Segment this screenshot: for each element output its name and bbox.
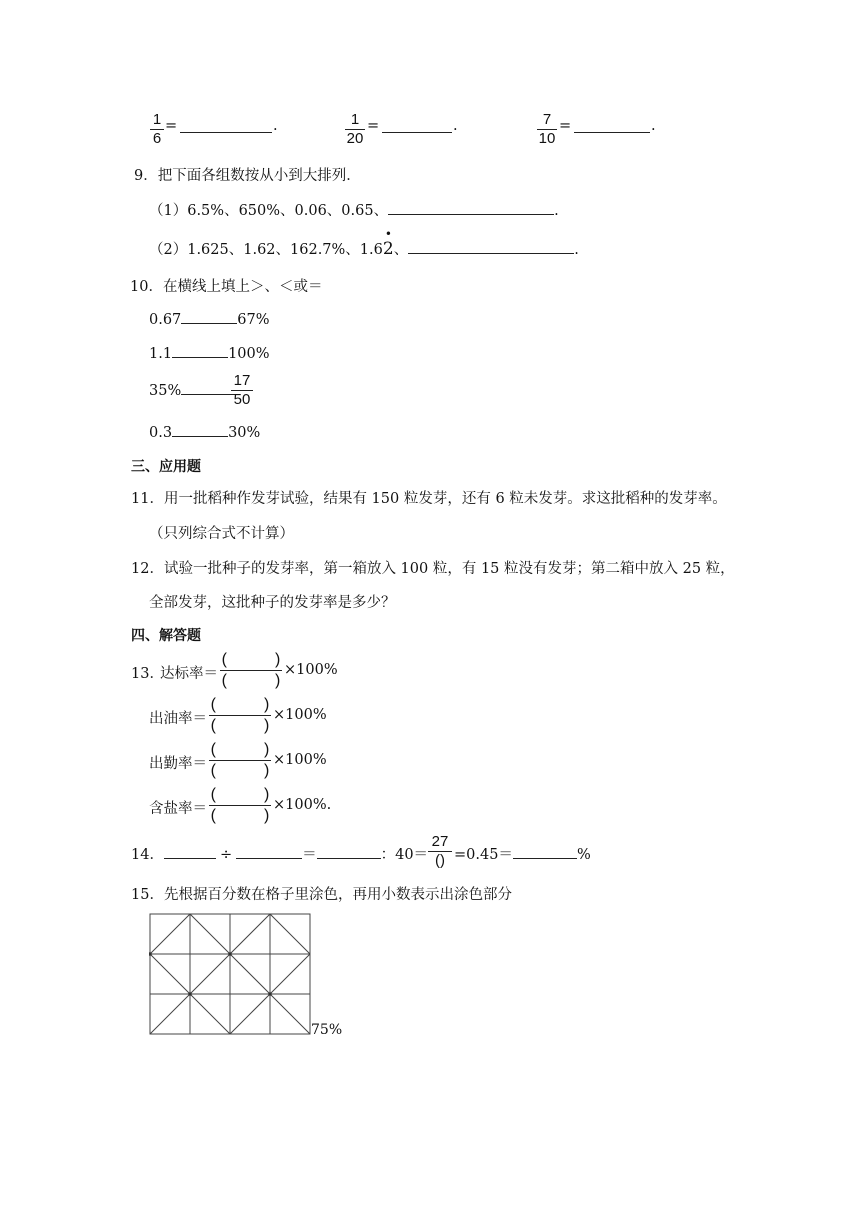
answer-blank[interactable] — [181, 381, 237, 395]
fraction-1-20: 1 20 — [346, 111, 364, 148]
diagonal-line — [270, 994, 310, 1034]
q10-item-2: 1.1 100% — [149, 346, 270, 362]
diagonal-line — [150, 994, 190, 1034]
diagonal-line — [230, 914, 270, 954]
diagonal-line — [190, 954, 230, 994]
shading-grid[interactable] — [149, 913, 311, 1035]
answer-blank[interactable] — [236, 845, 302, 859]
rate-suffix-2: ×100% — [273, 707, 327, 723]
grid-dot — [188, 992, 192, 996]
rate-suffix-3: ×100% — [273, 752, 327, 768]
answer-blank[interactable] — [574, 119, 650, 133]
q11-line1: 11．用一批稻种作发芽试验，结果有 150 粒发芽，还有 6 粒未发芽。求这批稻种的发芽率。 — [131, 491, 727, 507]
q12-line1: 12．试验一批种子的发芽率，第一箱放入 100 粒，有 15 粒没有发芽；第二箱中放入 25 粒， — [131, 561, 735, 577]
rate-suffix-1: ×100% — [284, 662, 338, 678]
fraction-7-10: 7 10 — [538, 111, 556, 148]
diagonal-line — [230, 954, 270, 994]
answer-blank[interactable] — [164, 845, 216, 859]
q14-line-a: 14． ÷ ＝ ：40＝ — [131, 847, 429, 863]
q11-line2: （只列综合式不计算） — [149, 526, 294, 542]
rate-label-1: 达标率＝ — [160, 666, 218, 682]
grid-dot — [228, 952, 232, 956]
section-3-heading: 三、应用题 — [131, 459, 201, 475]
diagonal-line — [230, 994, 270, 1034]
diagonal-line — [150, 954, 190, 994]
rate-label-2: 出油率＝ — [149, 711, 207, 727]
answer-blank[interactable] — [317, 845, 381, 859]
answer-blank[interactable] — [181, 310, 237, 324]
answer-blank[interactable] — [408, 240, 574, 254]
q10-item-1: 0.67 67% — [149, 312, 270, 328]
rate-label-4: 含盐率＝ — [149, 801, 207, 817]
paren-fraction[interactable]: ( ) ( ) — [210, 741, 270, 780]
answer-blank[interactable] — [382, 119, 452, 133]
fraction-1-6: 1 6 — [150, 112, 164, 147]
diagonal-line — [190, 914, 230, 954]
answer-blank[interactable] — [172, 344, 228, 358]
q15-title: 15．先根据百分数在格子里涂色，再用小数表示出涂色部分 — [131, 887, 512, 903]
q10-title: 10．在横线上填上＞、＜或＝ — [130, 279, 323, 295]
repeating-digit: • 2 — [382, 227, 394, 259]
q12-line2: 全部发芽，这批种子的发芽率是多少？ — [149, 595, 396, 611]
equals-sign: = — [559, 118, 572, 134]
paren-fraction[interactable]: ( ) ( ) — [210, 786, 270, 825]
rate-suffix-4: ×100%. — [273, 797, 332, 813]
q10-item-4: 0.3 30% — [149, 425, 261, 441]
q9-line1: （1）6.5%、650%、0.06、0.65、 . — [149, 203, 559, 219]
paren-fraction[interactable]: ( ) ( ) — [210, 696, 270, 735]
q14-line-b: =0.45＝ % — [454, 847, 591, 863]
section-4-heading: 四、解答题 — [131, 628, 201, 644]
fraction-27: 27 () — [428, 834, 452, 869]
diagonal-line — [270, 954, 310, 994]
equals-sign: = — [367, 118, 380, 134]
percent-label: 75% — [311, 1022, 343, 1038]
period: . — [273, 118, 278, 134]
q9-line2: （2）1.625、1.62、162.7%、1.6 • 2、 . — [149, 227, 579, 259]
period: . — [453, 118, 458, 134]
q13-number: 13． — [131, 666, 164, 682]
q10-item-3: 35% — [149, 381, 237, 399]
period: . — [651, 118, 656, 134]
rate-label-3: 出勤率＝ — [149, 756, 207, 772]
paren-fraction[interactable]: ( ) ( ) — [221, 651, 281, 690]
q9-title: 9．把下面各组数按从小到大排列． — [134, 168, 361, 184]
answer-blank[interactable] — [172, 423, 228, 437]
answer-blank[interactable] — [513, 845, 577, 859]
equals-sign: = — [165, 118, 178, 134]
diagonal-line — [270, 914, 310, 954]
answer-blank[interactable] — [388, 201, 554, 215]
diagonal-line — [190, 994, 230, 1034]
diagonal-line — [150, 914, 190, 954]
fraction-17-50: 17 50 — [231, 373, 253, 408]
grid-dot — [268, 992, 272, 996]
answer-blank[interactable] — [180, 119, 272, 133]
